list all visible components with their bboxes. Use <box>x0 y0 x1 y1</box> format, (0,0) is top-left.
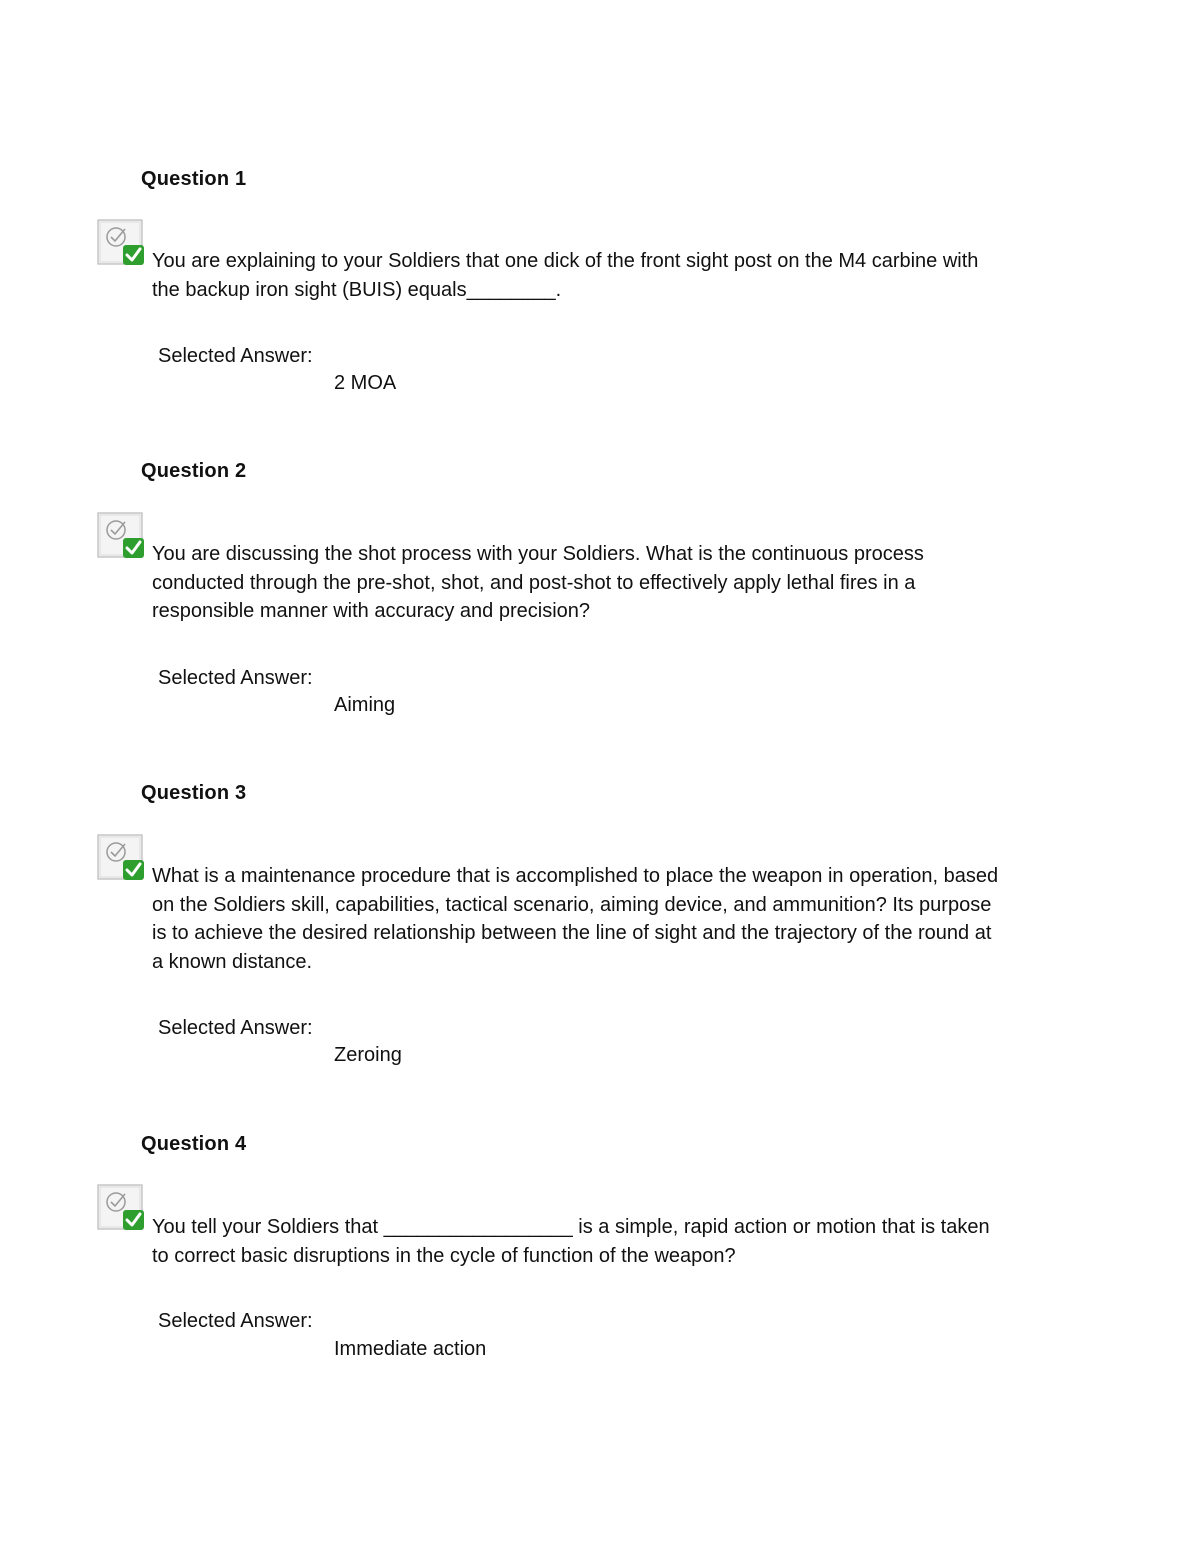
question-text: You tell your Soldiers that _________________ is a simple, rapid action or motion that is taken to correct basic disruptions in the cycle of function of the weapon? <box>152 1216 990 1267</box>
correct-check-icon <box>97 1183 147 1233</box>
selected-answer-label: Selected Answer: <box>158 667 313 689</box>
question-heading: Question 4 <box>141 1133 247 1155</box>
selected-answer-value: Zeroing <box>334 1044 402 1066</box>
selected-answer-value: 2 MOA <box>334 372 397 394</box>
question-heading: Question 1 <box>141 168 247 190</box>
correct-check-icon <box>97 511 147 561</box>
selected-answer-label: Selected Answer: <box>158 1310 313 1332</box>
selected-answer-label: Selected Answer: <box>158 345 313 367</box>
selected-answer-value: Aiming <box>334 694 396 716</box>
question-text: You are explaining to your Soldiers that one dick of the front sight post on the M4 carbine with the backup iron sight (BUIS) equals________. <box>152 250 979 301</box>
correct-check-icon <box>97 833 147 883</box>
question-text: You are discussing the shot process with your Soldiers. What is the continuous process conducted through the pre-shot, shot, and post-shot to effectively apply lethal fires in a responsible manner with accuracy and precision? <box>152 543 924 622</box>
selected-answer-value: Immediate action <box>334 1338 487 1360</box>
selected-answer-label: Selected Answer: <box>158 1017 313 1039</box>
correct-check-icon <box>97 218 147 268</box>
question-heading: Question 3 <box>141 782 247 804</box>
question-heading: Question 2 <box>141 460 247 482</box>
question-text: What is a maintenance procedure that is accomplished to place the weapon in operation, based on the Soldiers skill, capabilities, tactical scenario, aiming device, and ammunition? Its purpose is to achieve the desired relationship between the line of sight and the trajectory of the round at a known distance. <box>152 865 999 973</box>
